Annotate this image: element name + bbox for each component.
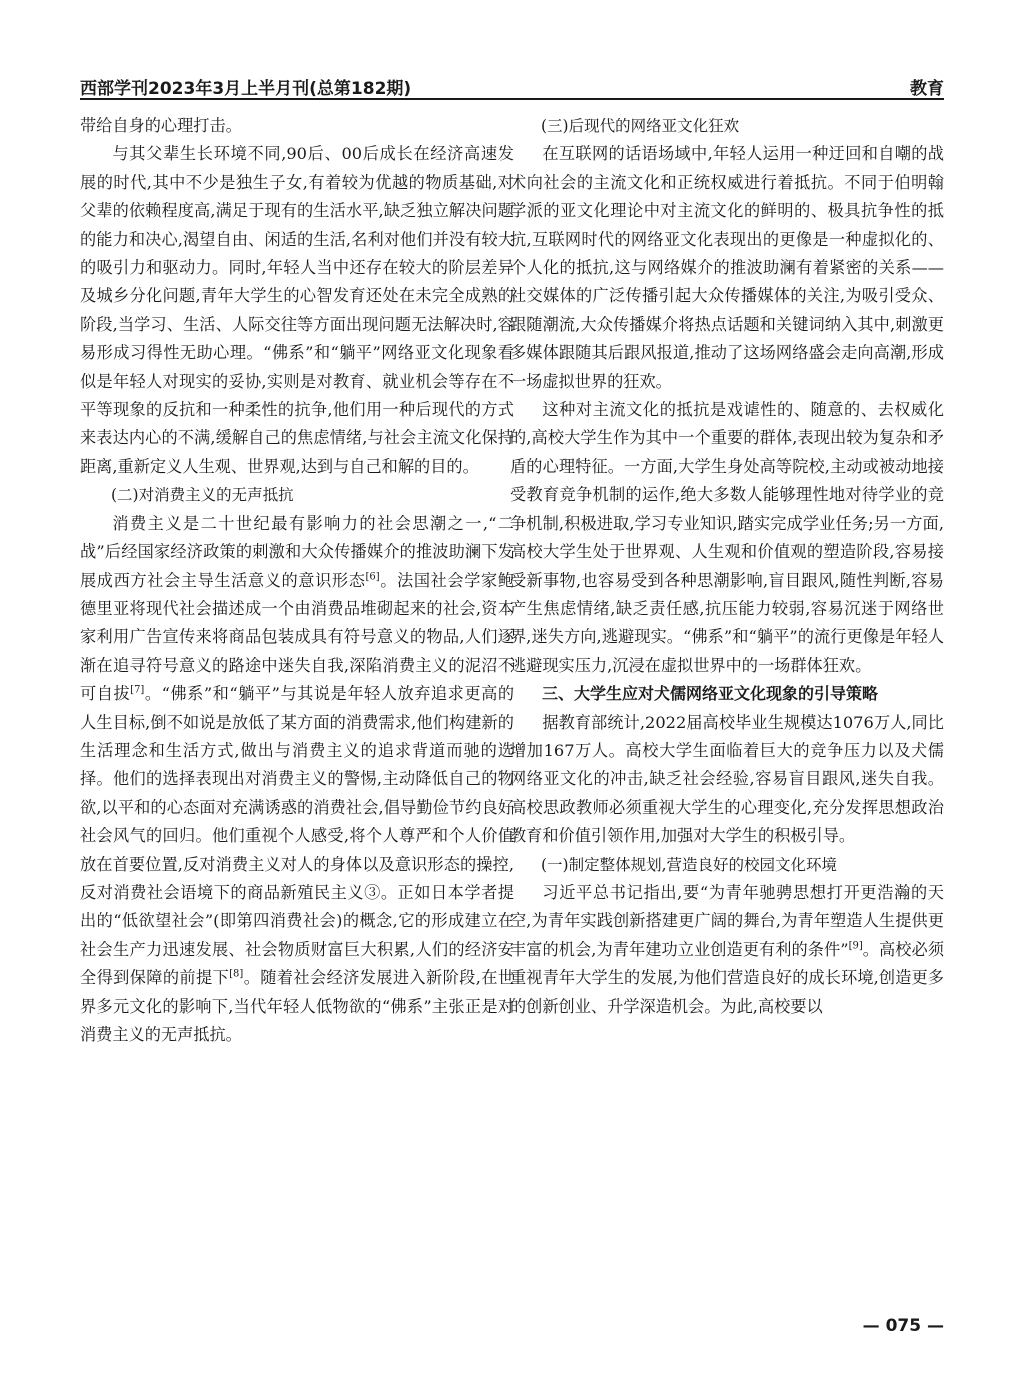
page-number: — 075 — <box>862 1316 944 1336</box>
citation-marker: [9] <box>848 940 863 952</box>
right-column <box>510 112 944 1021</box>
citation-marker: [6] <box>365 571 380 583</box>
paragraph: 与其父辈生长环境不同,90后、00后成长在经济高速发展的时代,其中不少是独生子女,有着较为优越的物质基础,对父辈的依赖程度高,满足于现有的生活水平,缺乏独立解决问题的能力和决心,渴望自由、闲适的生活,名利对他们并没有较大的吸引力和驱动力。同时,年轻人当中还存在较大的阶层差异及城乡分化问题,青年大学生的心智发育还处在未完全成熟的阶段,当学习、生活、人际交往等方面出现问题无法解决时,容易形成习得性无助心理。“佛系”和“躺平”网络亚文化现象看似是年轻人对现实的妥协,实则是对教育、就业机会等存在不平等现象的反抗和一种柔性的抗争,他们用一种后现代的方式来表达内心的不满,缓解自己的焦虑情绪,与社会主流文化保持距离,重新定义人生观、世界观,达到与自己和解的目的。 <box>80 144 514 476</box>
left-column <box>80 112 514 1049</box>
section-heading: (一)制定整体规划,营造良好的校园文化环境 <box>541 855 838 874</box>
citation-marker: [7] <box>130 684 145 696</box>
paragraph: 带给自身的心理打击。 <box>80 116 242 135</box>
paragraph: 据教育部统计,2022届高校毕业生规模达1076万人,同比增加167万人。高校大学生面临着巨大的竞争压力以及犬儒网络亚文化的冲击,缺乏社会经验,容易盲目跟风,迷失自我。高校思政教师必须重视大学生的心理变化,充分发挥思想政治教育和价值引领作用,加强对大学生的积极引导。 <box>510 712 944 846</box>
section-heading: (三)后现代的网络亚文化狂欢 <box>541 117 740 135</box>
section-heading: 三、大学生应对犬儒网络亚文化现象的引导策略 <box>542 684 879 704</box>
citation-marker: [8] <box>229 968 244 980</box>
paragraph: 习近平总书记指出,要“为青年驰骋思想打开更浩瀚的天空,为青年实践创新搭建更广阔的舞台,为青年塑造人生提供更丰富的机会,为青年建功立业创造更有利的条件”[9]。高校必须重视青年大学生的发展,为他们营造良好的成长环境,创造更多的创新创业、升学深造机会。为此,高校要以 <box>510 882 945 1016</box>
section-label: 教育 <box>910 79 944 99</box>
running-header <box>80 72 944 100</box>
journal-title: 西部学刊2023年3月上半月刊(总第182期) <box>80 79 412 99</box>
section-heading: (二)对消费主义的无声抵抗 <box>111 486 294 505</box>
paragraph: 这种对主流文化的抵抗是戏谑性的、随意的、去权威化的,高校大学生作为其中一个重要的群体,表现出较为复杂和矛盾的心理特征。一方面,大学生身处高等院校,主动或被动地接受教育竞争机制的运作,绝大多数人能够理性地对待学业的竞争机制,积极进取,学习专业知识,踏实完成学业任务;另一方面,高校大学生处于世界观、人生观和价值观的塑造阶段,容易接受新事物,也容易受到各种思潮影响,盲目跟风,随性判断,容易产生焦虑情绪,缺乏责任感,抗压能力较弱,容易沉迷于网络世界,迷失方向,逃避现实。“佛系”和“躺平”的流行更像是年轻人逃避现实压力,沉浸在虚拟世界中的一场群体狂欢。 <box>510 400 944 675</box>
paragraph: 消费主义是二十世纪最有影响力的社会思潮之一,“二战”后经国家经济政策的刺激和大众传播媒介的推波助澜下发展成西方社会主导生活意义的意识形态[6]。法国社会学家鲍德里亚将现代社会描述成一个由消费品堆砌起来的社会,资本家利用广告宣传来将商品包装成具有符号意义的物品,人们逐渐在追寻符号意义的路途中迷失自我,深陷消费主义的泥沼不可自拔[7]。“佛系”和“躺平”与其说是年轻人放弃追求更高的人生目标,倒不如说是放低了某方面的消费需求,他们构建新的生活理念和生活方式,做出与消费主义的追求背道而驰的选择。他们的选择表现出对消费主义的警惕,主动降低自己的物欲,以平和的心态面对充满诱惑的消费社会,倡导勤俭节约良好社会风气的回归。他们重视个人感受,将个人尊严和个人价值放在首要位置,反对消费主义对人的身体以及意识形态的操控,反对消费社会语境下的商品新殖民主义③。正如日本学者提出的“低欲望社会”(即第四消费社会)的概念,它的形成建立在社会生产力迅速发展、社会物质财富巨大积累,人们的经济安全得到保障的前提下[8]。随着社会经济发展进入新阶段,在世界多元文化的影响下,当代年轻人低物欲的“佛系”主张正是对消费主义的无声抵抗。 <box>80 513 515 1044</box>
paragraph: 在互联网的话语场域中,年轻人运用一种迂回和自嘲的战术向社会的主流文化和正统权威进行着抵抗。不同于伯明翰学派的亚文化理论中对主流文化的鲜明的、极具抗争性的抵抗,互联网时代的网络亚文化表现出的更像是一种虚拟化的、个人化的抵抗,这与网络媒介的推波助澜有着紧密的关系——社交媒体的广泛传播引起大众传播媒体的关注,为吸引受众、跟随潮流,大众传播媒介将热点话题和关键词纳入其中,刺激更多媒体跟随其后跟风报道,推动了这场网络盛会走向高潮,形成一场虚拟世界的狂欢。 <box>510 144 944 391</box>
